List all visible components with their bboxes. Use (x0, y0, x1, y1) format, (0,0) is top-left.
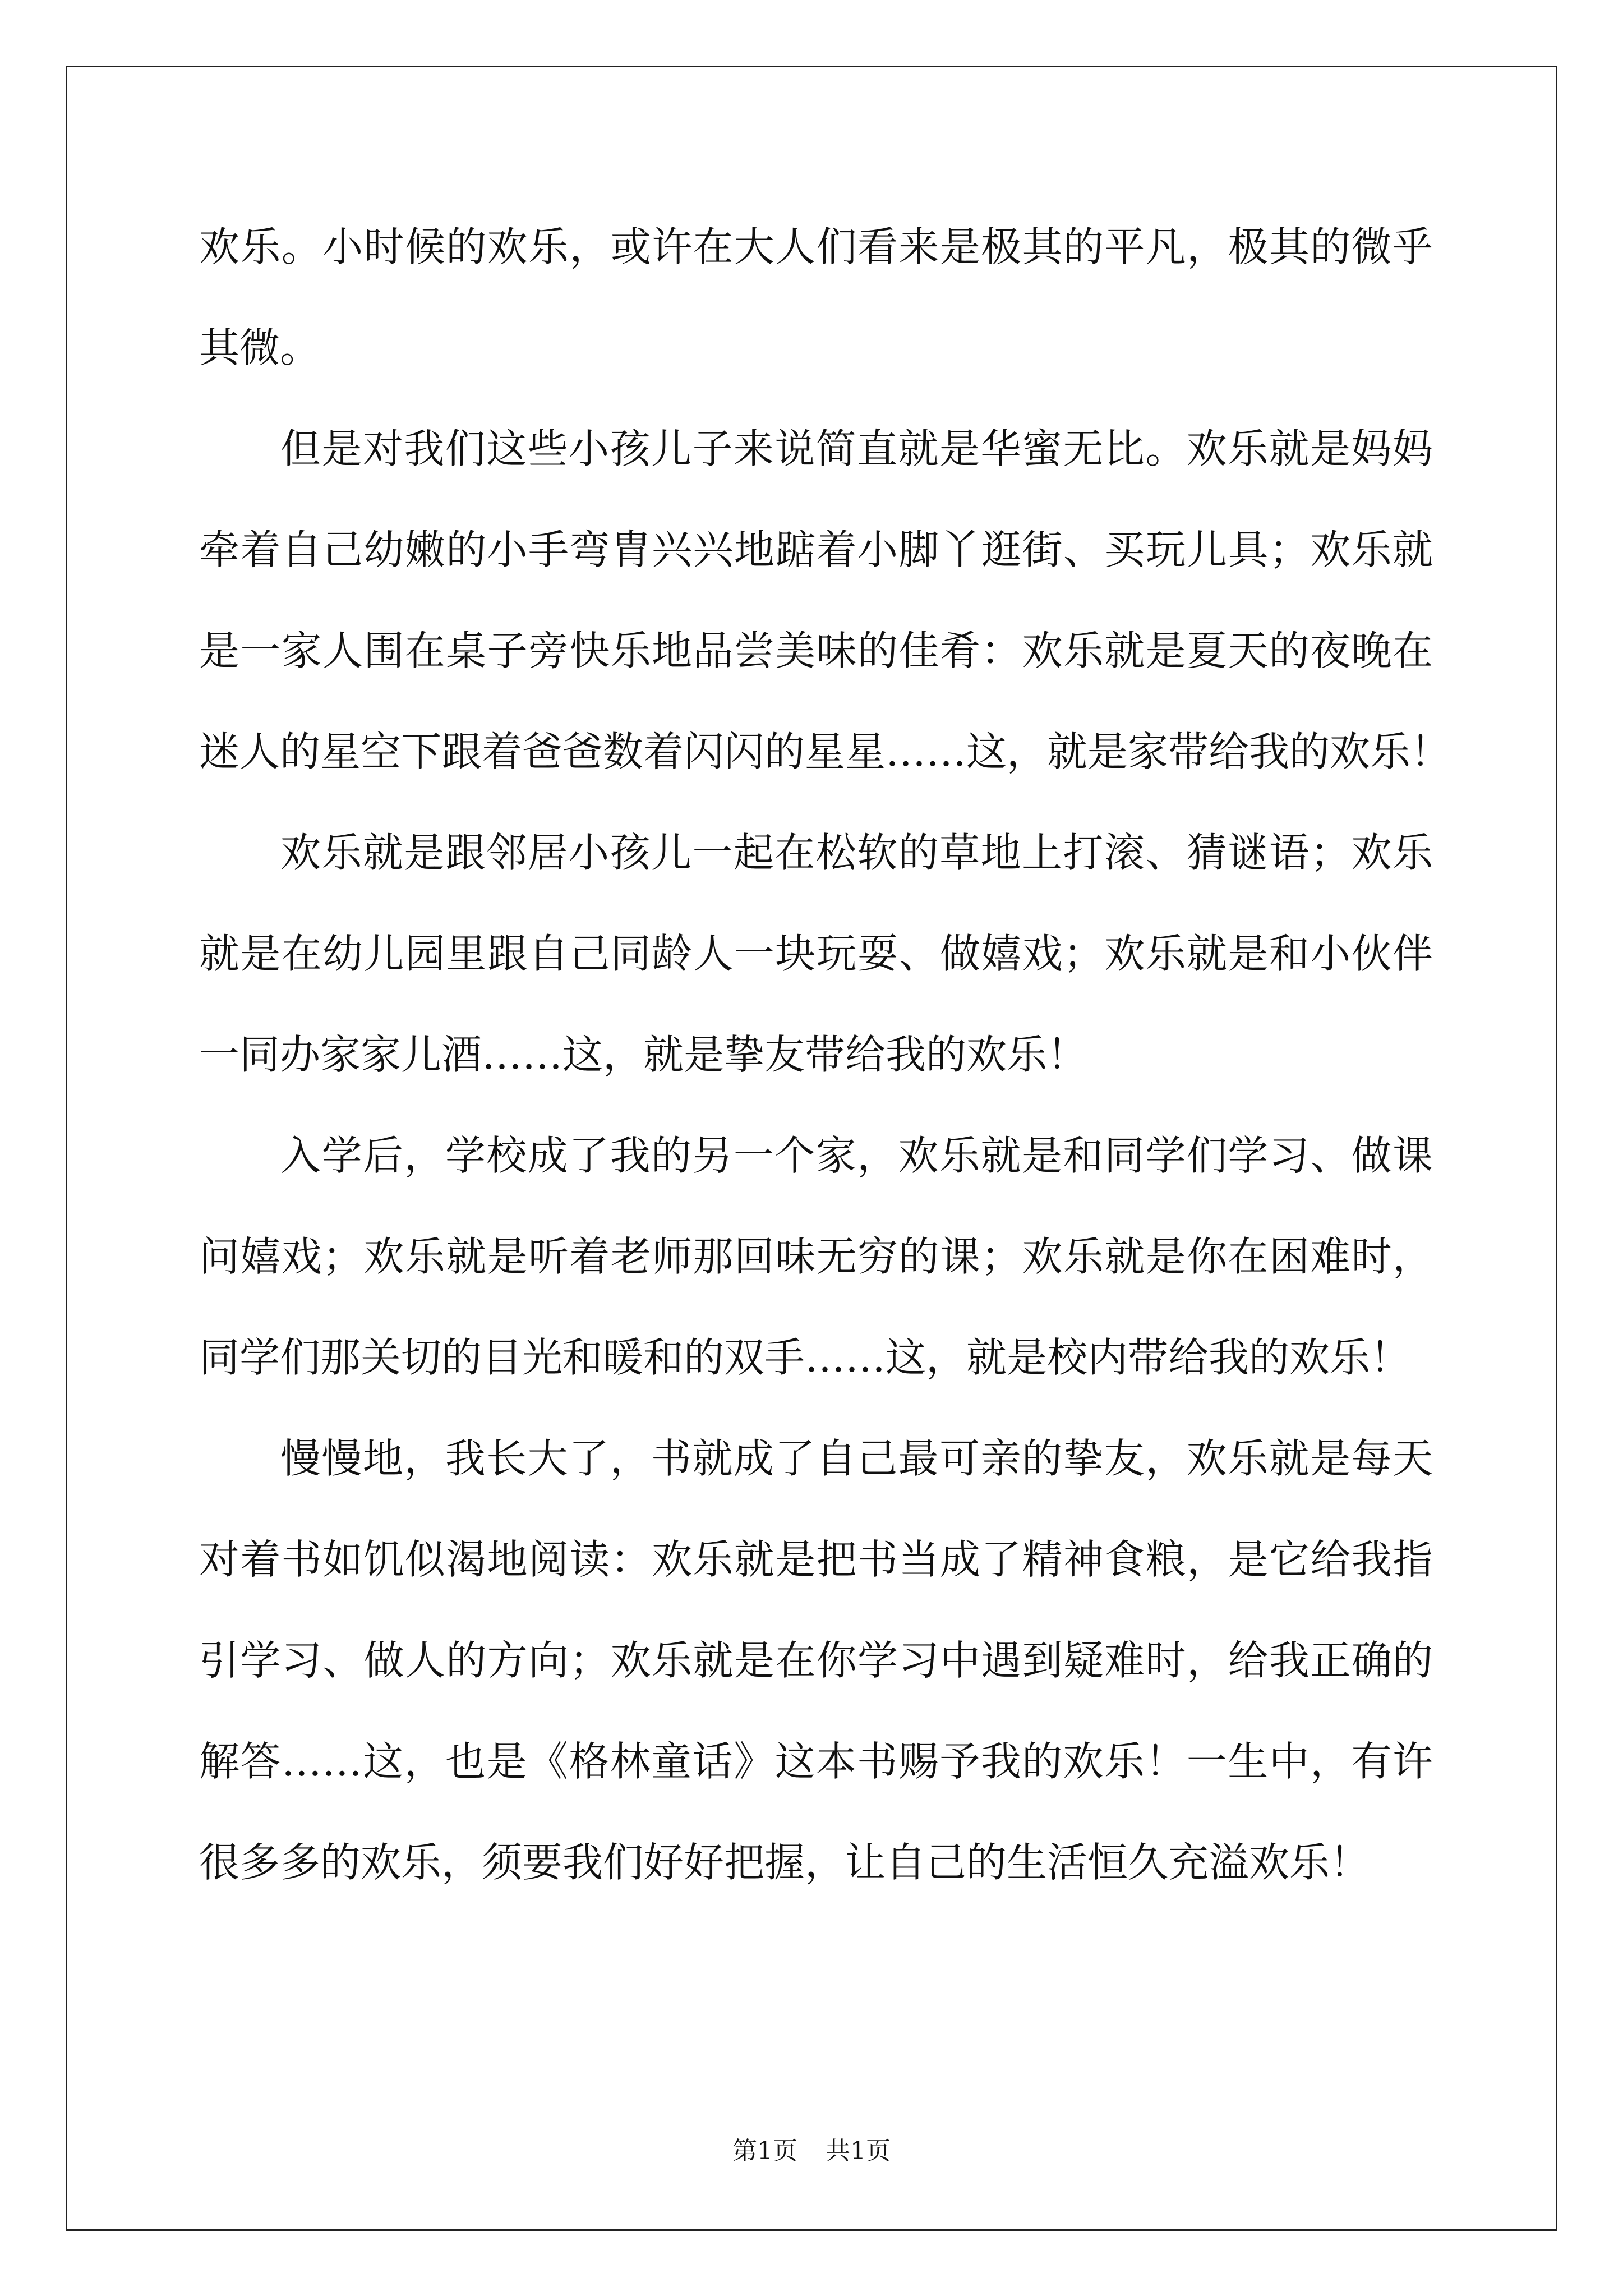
paragraph-line: 就是在幼儿园里跟自己同龄人一块玩耍、做嬉戏；欢乐就是和小伙伴 (199, 930, 1433, 977)
paragraph-line: 迷人的星空下跟着爸爸数着闪闪的星星……这，就是家带给我的欢乐！ (199, 728, 1451, 775)
paragraph-line: 入学后，学校成了我的另一个家，欢乐就是和同学们学习、做课 (280, 1132, 1433, 1179)
document-body (199, 216, 1451, 1932)
paragraph-line: 欢乐就是跟邻居小孩儿一起在松软的草地上打滚、猜谜语；欢乐 (280, 829, 1433, 876)
paragraph-line: 同学们那关切的目光和暖和的双手……这，就是校内带给我的欢乐！ (199, 1334, 1411, 1381)
paragraph (199, 418, 1451, 822)
page-footer (0, 2134, 1623, 2168)
paragraph-line: 牵着自己幼嫩的小手弯胄兴兴地踮着小脚丫逛街、买玩儿具；欢乐就 (199, 526, 1433, 573)
paragraph-line: 欢乐。小时候的欢乐，或许在大人们看来是极其的平凡，极其的微乎 (199, 223, 1433, 270)
paragraph (199, 822, 1433, 1125)
paragraph-line: 解答……这，也是《格林童话》这本书赐予我的欢乐！一生中，有许 (199, 1738, 1433, 1785)
paragraph-line: 引学习、做人的方向；欢乐就是在你学习中遇到疑难时，给我正确的 (199, 1637, 1433, 1684)
page-number-total: 共1页 (826, 2137, 891, 2165)
paragraph-line: 问嬉戏；欢乐就是听着老师那回味无穷的课；欢乐就是你在困难时， (199, 1233, 1433, 1280)
paragraph-line: 一同办家家儿酒……这，就是挚友带给我的欢乐！ (199, 1031, 1088, 1078)
paragraph-line: 很多多的欢乐，须要我们好好把握，让自己的生活恒久充溢欢乐！ (199, 1839, 1371, 1886)
paragraph-line: 其微。 (199, 324, 321, 371)
paragraph (199, 1125, 1433, 1428)
paragraph (199, 216, 1433, 418)
paragraph (199, 1428, 1433, 1932)
paragraph-line: 慢慢地，我长大了，书就成了自己最可亲的挚友，欢乐就是每天 (280, 1435, 1433, 1482)
paragraph-line: 但是对我们这些小孩儿子来说简直就是华蜜无比。欢乐就是妈妈 (280, 425, 1433, 472)
paragraph-line: 对着书如饥似渴地阅读：欢乐就是把书当成了精神食粮，是它给我指 (199, 1536, 1433, 1583)
page-number-current: 第1页 (732, 2137, 797, 2165)
paragraph-line: 是一家人围在桌子旁快乐地品尝美味的佳肴：欢乐就是夏天的夜晚在 (199, 627, 1433, 674)
